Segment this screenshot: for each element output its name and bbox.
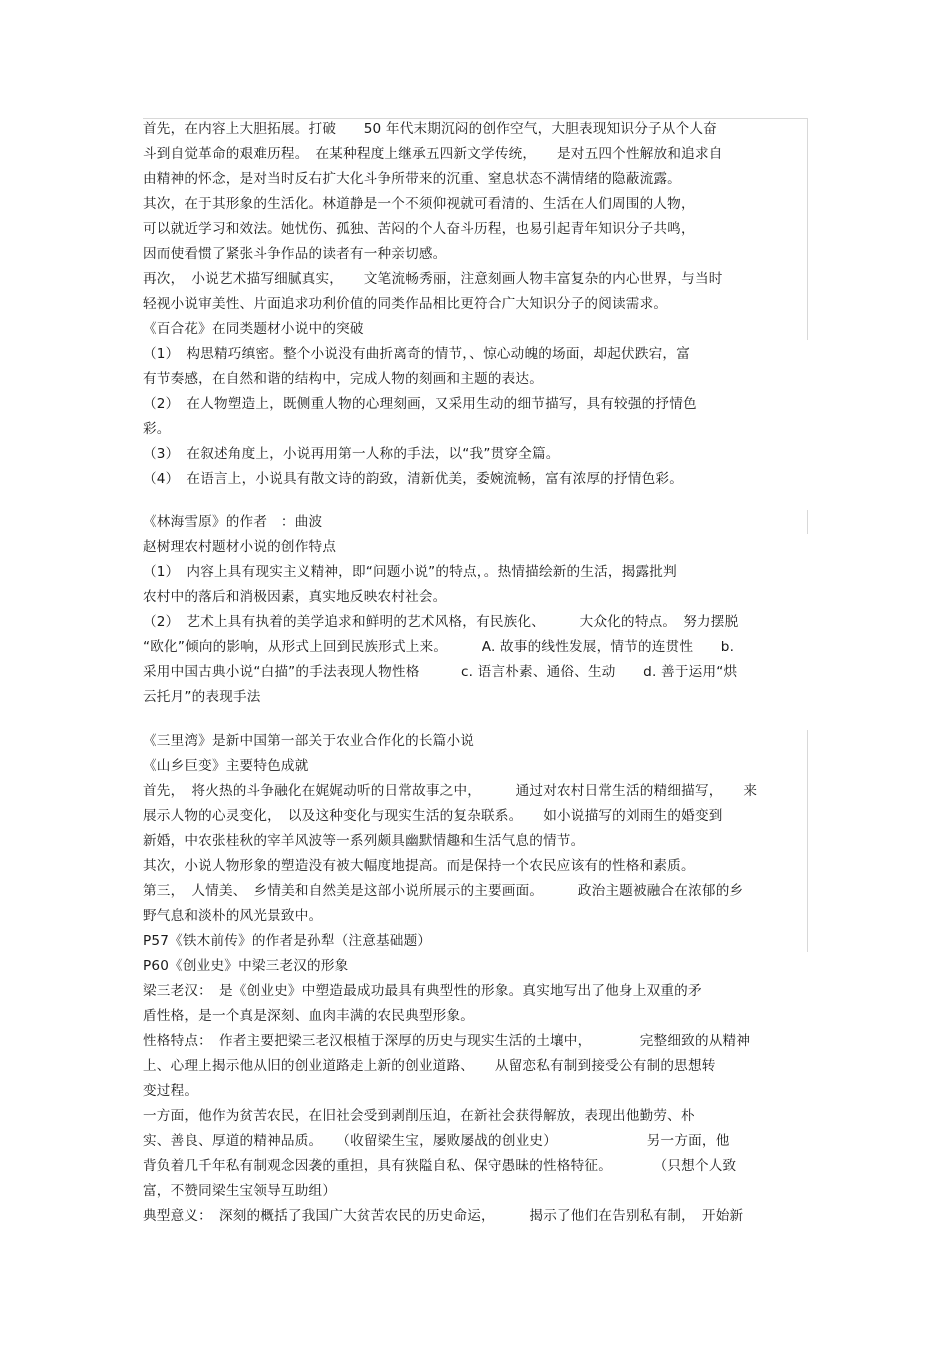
text-line: 由精神的怀念，是对当时反右扩大化斗争所带来的沉重、窒息状态不满情绪的隐蔽流露。 — [143, 171, 681, 187]
divider-right-3 — [807, 730, 808, 952]
text-line: 第三， 人情美、 乡情美和自然美是这部小说所展示的主要画面。 政治主题被融合在浓郁的乡 — [143, 883, 744, 899]
divider-right-1 — [807, 118, 808, 340]
text-line: （3） 在叙述角度上，小说再用第一人称的手法，以“我”贯穿全篇。 — [143, 446, 560, 462]
text-line: （2） 在人物塑造上，既侧重人物的心理刻画，又采用生动的细节描写，具有较强的抒情色 — [143, 396, 697, 412]
divider-right-2 — [807, 510, 808, 534]
text-line: 云托月”的表现手法 — [143, 689, 261, 705]
text-line: 实、善良、厚道的精神品质。 （收留梁生宝，屡败屡战的创业史） 另一方面，他 — [143, 1133, 730, 1149]
text-line: “欧化”倾向的影响，从形式上回到民族形式上来。 A. 故事的线性发展，情节的连贯性 b. — [143, 639, 735, 655]
text-line: 彩。 — [143, 421, 171, 437]
section-heading: P60《创业史》中梁三老汉的形象 — [143, 958, 349, 974]
text-line: 富，不赞同梁生宝领导互助组） — [143, 1183, 337, 1199]
text-line: 一方面，他作为贫苦农民，在旧社会受到剥削压迫，在新社会获得解放，表现出他勤劳、朴 — [143, 1108, 695, 1124]
text-line: 首先， 将火热的斗争融化在娓娓动听的日常故事之中， 通过对农村日常生活的精细描写， 来 — [143, 783, 758, 799]
text-line: 新婚，中农张桂秋的宰羊风波等一系列颇具幽默情趣和生活气息的情节。 — [143, 833, 585, 849]
text-line: 背负着几千年私有制观念因袭的重担，具有狭隘自私、保守愚昧的性格特征。 （只想个人致 — [143, 1158, 737, 1174]
text-line: 采用中国古典小说“白描”的手法表现人物性格 c. 语言朴素、通俗、生动 d. 善于运用“烘 — [143, 664, 738, 680]
text-line: 轻视小说审美性、片面追求功利价值的同类作品相比更符合广大知识分子的阅读需求。 — [143, 296, 668, 312]
text-line: 可以就近学习和效法。她忧伤、孤独、苦闷的个人奋斗历程，也易引起青年知识分子共鸣， — [143, 221, 695, 237]
section-heading: 《百合花》在同类题材小说中的突破 — [143, 321, 364, 337]
text-line: 首先，在内容上大胆拓展。打破 50 年代末期沉闷的创作空气，大胆表现知识分子从个人奋 — [143, 121, 717, 137]
text-line: 性格特点： 作者主要把梁三老汉根植于深厚的历史与现实生活的土壤中， 完整细致的从精神 — [143, 1033, 751, 1049]
section-heading: 赵树理农村题材小说的创作特点 — [143, 539, 337, 555]
text-line: 变过程。 — [143, 1083, 199, 1099]
text-line: 其次，在于其形象的生活化。林道静是一个不须仰视就可看清的、生活在人们周围的人物， — [143, 196, 695, 212]
section-heading: 《林海雪原》的作者 ：曲波 — [143, 514, 323, 530]
text-line: 盾性格，是一个真是深刻、血肉丰满的农民典型形象。 — [143, 1008, 475, 1024]
text-line: 因而使看惯了紧张斗争作品的读者有一种亲切感。 — [143, 246, 447, 262]
section-heading: 《山乡巨变》主要特色成就 — [143, 758, 309, 774]
text-line: 斗到自觉革命的艰难历程。 在某种程度上继承五四新文学传统， 是对五四个性解放和追求自 — [143, 146, 723, 162]
text-line: 其次，小说人物形象的塑造没有被大幅度地提高。而是保持一个农民应该有的性格和素质。 — [143, 858, 695, 874]
text-line: 再次， 小说艺术描写细腻真实， 文笔流畅秀丽，注意刻画人物丰富复杂的内心世界，与当时 — [143, 271, 723, 287]
text-line: 农村中的落后和消极因素，真实地反映农村社会。 — [143, 589, 447, 605]
text-line: 展示人物的心灵变化， 以及这种变化与现实生活的复杂联系。 如小说描写的刘雨生的婚变到 — [143, 808, 723, 824]
section-heading: P57《铁木前传》的作者是孙犁（注意基础题） — [143, 933, 432, 949]
text-line: 有节奏感，在自然和谐的结构中，完成人物的刻画和主题的表达。 — [143, 371, 544, 387]
text-line: （2） 艺术上具有执着的美学追求和鲜明的艺术风格，有民族化、 大众化的特点。 努力摆脱 — [143, 614, 739, 630]
text-line: （1） 构思精巧缜密。整个小说没有曲折离奇的情节，、惊心动魄的场面，却起伏跌宕，富 — [143, 346, 690, 362]
text-line: 典型意义： 深刻的概括了我国广大贫苦农民的历史命运， 揭示了他们在告别私有制， 开始新 — [143, 1208, 744, 1224]
text-line: （4） 在语言上，小说具有散文诗的韵致，清新优美，委婉流畅，富有浓厚的抒情色彩。 — [143, 471, 684, 487]
text-line: 梁三老汉： 是《创业史》中塑造最成功最具有典型性的形象。真实地写出了他身上双重的矛 — [143, 983, 702, 999]
text-line: 野气息和淡朴的风光景致中。 — [143, 908, 323, 924]
text-line: 上、心理上揭示他从旧的创业道路走上新的创业道路、 从留恋私有制到接受公有制的思想转 — [143, 1058, 716, 1074]
section-heading: 《三里湾》是新中国第一部关于农业合作化的长篇小说 — [143, 733, 475, 749]
text-line: （1） 内容上具有现实主义精神，即“问题小说”的特点，。热情描绘新的生活，揭露批判 — [143, 564, 677, 580]
